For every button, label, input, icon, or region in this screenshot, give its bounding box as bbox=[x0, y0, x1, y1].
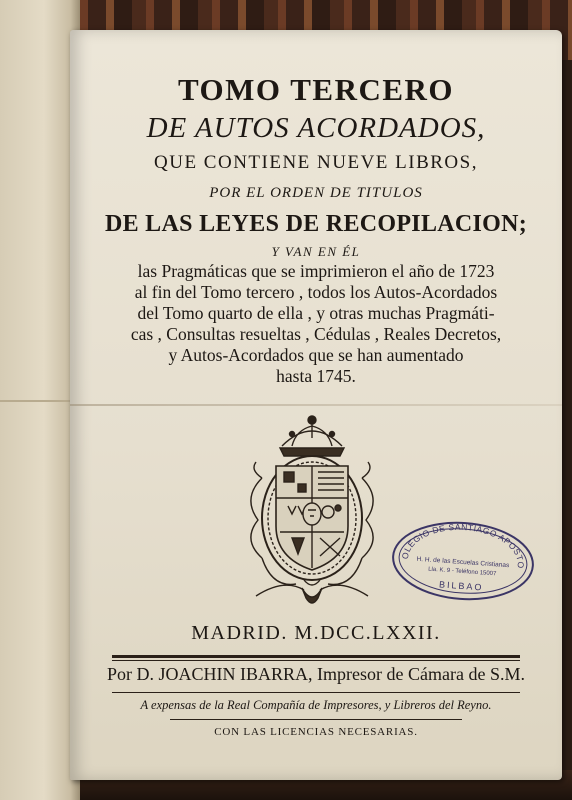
stamp-city: BILBAO bbox=[438, 579, 484, 593]
body-line: al fin del Tomo tercero , todos los Autos-Acordados bbox=[134, 282, 498, 302]
body-line: del Tomo quarto de ella , y otras muchas Pragmáti- bbox=[137, 303, 495, 323]
stamp-arc-text: COLEGIO DE SANTIAGO APOSTOL bbox=[399, 521, 526, 569]
body-paragraph bbox=[100, 261, 532, 387]
publisher-line: A expensas de la Real Compañía de Impresores, y Libreros del Reyno. bbox=[140, 698, 492, 712]
body-line: y Autos-Acordados que se han aumentado bbox=[168, 345, 464, 365]
rule-short bbox=[170, 719, 462, 720]
title-line-3: QUE CONTIENE NUEVE LIBROS, bbox=[154, 152, 478, 173]
rule-thick bbox=[112, 655, 520, 658]
title-line-1: TOMO TERCERO bbox=[177, 72, 455, 107]
title-line-2: DE AUTOS ACORDADOS, bbox=[146, 112, 486, 144]
rule-thin bbox=[112, 660, 520, 661]
imprint-place-date: MADRID. M.DCC.LXXII. bbox=[191, 622, 441, 644]
licenses-line: CON LAS LICENCIAS NECESARIAS. bbox=[214, 726, 418, 738]
royal-coat-of-arms-icon bbox=[232, 408, 392, 613]
printer-line: Por D. JOACHIN IBARRA, Impresor de Cámara de S.M. bbox=[107, 664, 525, 684]
title-line-6: Y VAN EN ÉL bbox=[271, 244, 361, 259]
library-stamp-icon bbox=[388, 518, 538, 604]
page-fold-crease bbox=[70, 404, 562, 406]
left-page-fold bbox=[0, 400, 80, 402]
body-line: cas , Consultas resueltas , Cédulas , Reales Decretos, bbox=[130, 324, 502, 344]
body-line: las Pragmáticas que se imprimieron el año de 1723 bbox=[137, 261, 495, 281]
title-line-5: DE LAS LEYES DE RECOPILACION; bbox=[104, 211, 528, 237]
stamp-line-1: H. H. de las Escuelas Cristianas bbox=[416, 555, 510, 570]
title-line-4: POR EL ORDEN DE TITULOS bbox=[209, 185, 423, 201]
stamp-line-2: Lla. K. 9 - Teléfono 15007 bbox=[427, 566, 497, 578]
body-line: hasta 1745. bbox=[276, 366, 356, 386]
rule-thin-2 bbox=[112, 692, 520, 693]
